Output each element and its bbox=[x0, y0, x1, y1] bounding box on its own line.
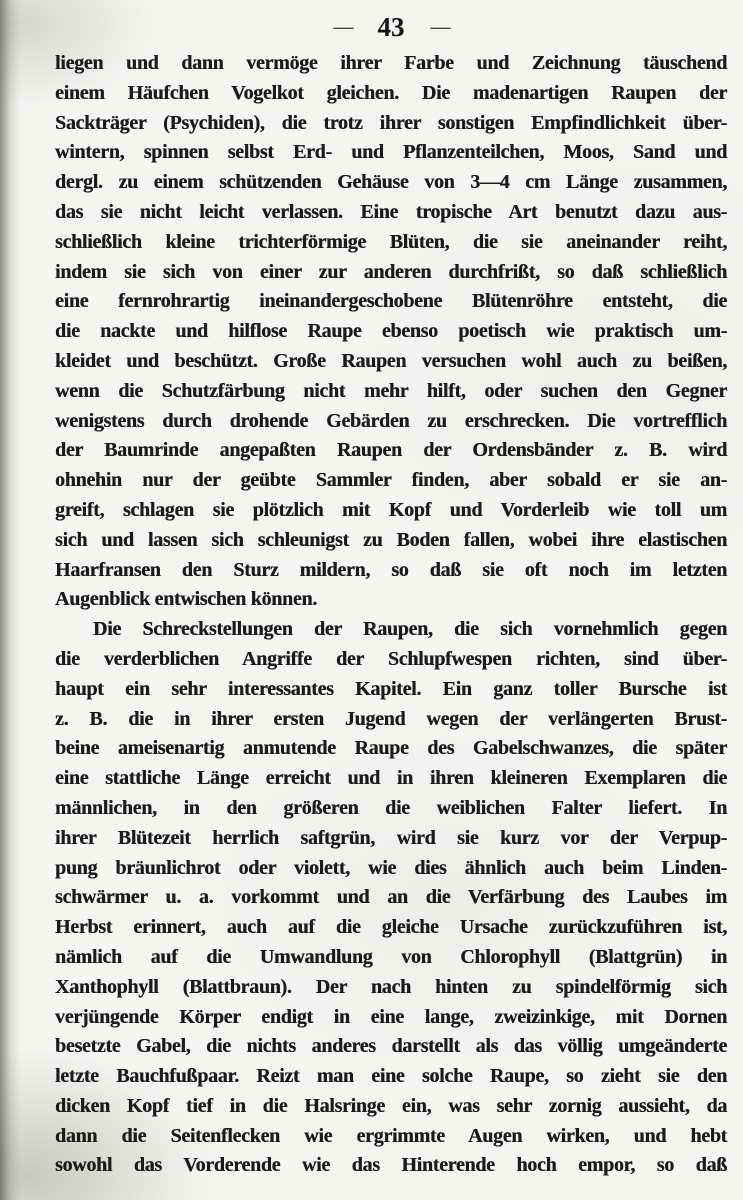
text-line: schließlich kleine trichterförmige Blüten, die sie aneinander reiht, bbox=[55, 230, 727, 253]
text-line: männlichen, in den größeren die weiblichen Falter liefert. In bbox=[55, 796, 727, 819]
text-line: greift, schlagen sie plötzlich mit Kopf und Vorderleib wie toll um bbox=[55, 498, 727, 521]
text-line: Die Schreckstellungen der Raupen, die sich vornehmlich gegen bbox=[93, 618, 727, 641]
text-line: Herbst erinnert, auch auf die gleiche Ursache zurückzuführen ist, bbox=[55, 916, 727, 939]
header-dash-left: — bbox=[333, 16, 352, 38]
text-line: Xanthophyll (Blattbraun). Der nach hinten zu spindelförmig sich bbox=[55, 975, 727, 998]
page-text bbox=[55, 49, 727, 1181]
text-line: einem Häufchen Vogelkot gleichen. Die madenartigen Raupen der bbox=[55, 81, 727, 104]
text-line: dergl. zu einem schützenden Gehäuse von 3—4 cm Länge zusammen, bbox=[55, 171, 727, 194]
text-line: Haarfransen den Sturz mildern, so daß sie oft noch im letzten bbox=[55, 558, 727, 581]
text-line: sowohl das Vorderende wie das Hinterende hoch empor, so daß bbox=[55, 1154, 727, 1177]
text-line: kleidet und beschützt. Große Raupen versuchen wohl auch zu beißen, bbox=[55, 349, 727, 372]
gutter-shadow bbox=[0, 0, 20, 1200]
text-line: wenn die Schutzfärbung nicht mehr hilft, oder suchen den Gegner bbox=[55, 379, 727, 402]
text-line: z. B. die in ihrer ersten Jugend wegen der verlängerten Brust- bbox=[55, 707, 727, 730]
text-line: eine stattliche Länge erreicht und in ihren kleineren Exemplaren die bbox=[55, 767, 727, 790]
text-line: beine ameisenartig anmutende Raupe des Gabelschwanzes, die später bbox=[55, 737, 727, 760]
text-line: liegen und dann vermöge ihrer Farbe und Zeichnung täuschend bbox=[55, 52, 727, 74]
text-line: wenigstens durch drohende Gebärden zu erschrecken. Die vortrefflich bbox=[55, 409, 727, 432]
text-line: dicken Kopf tief in die Halsringe ein, was sehr zornig aussieht, da bbox=[55, 1094, 727, 1117]
text-line: Augenblick entwischen können. bbox=[55, 588, 317, 611]
header-dash-right: — bbox=[430, 16, 449, 38]
text-line: haupt ein sehr interessantes Kapitel. Ein ganz toller Bursche ist bbox=[55, 677, 727, 700]
text-line: ohnehin nur der geübte Sammler finden, aber sobald er sie an- bbox=[55, 469, 727, 492]
text-line: wintern, spinnen selbst Erd- und Pflanzenteilchen, Moos, Sand und bbox=[55, 141, 727, 164]
text-line: indem sie sich von einer zur anderen durchfrißt, so daß schließlich bbox=[55, 260, 727, 283]
text-line: letzte Bauchfußpaar. Reizt man eine solche Raupe, so zieht sie den bbox=[55, 1065, 727, 1088]
text-line: nämlich auf die Umwandlung von Chlorophyll (Blattgrün) in bbox=[55, 945, 727, 968]
page-header bbox=[55, 12, 727, 43]
text-line: die verderblichen Angriffe der Schlupfwespen richten, sind über- bbox=[55, 647, 727, 670]
text-line: besetzte Gabel, die nichts anderes darstellt als das völlig umgeänderte bbox=[55, 1035, 727, 1058]
text-line: verjüngende Körper endigt in eine lange, zweizinkige, mit Dornen bbox=[55, 1005, 727, 1028]
text-line: ihrer Blütezeit herrlich saftgrün, wird sie kurz vor der Verpup- bbox=[55, 826, 727, 849]
text-line: pung bräunlichrot oder violett, wie dies ähnlich auch beim Linden- bbox=[55, 856, 727, 879]
page-number: 43 bbox=[377, 12, 405, 42]
text-line: das sie nicht leicht verlassen. Eine tropische Art benutzt dazu aus- bbox=[55, 200, 727, 223]
text-line: der Baumrinde angepaßten Raupen der Ordensbänder z. B. wird bbox=[55, 439, 727, 462]
text-line: die nackte und hilflose Raupe ebenso poetisch wie praktisch um- bbox=[55, 320, 727, 343]
text-line: dann die Seitenflecken wie ergrimmte Augen wirken, und hebt bbox=[55, 1124, 727, 1147]
text-line: eine fernrohrartig ineinandergeschobene Blütenröhre entsteht, die bbox=[55, 290, 727, 313]
text-line: Sackträger (Psychiden), die trotz ihrer sonstigen Empfindlichkeit über- bbox=[55, 111, 727, 134]
text-line: schwärmer u. a. vorkommt und an die Verfärbung des Laubes im bbox=[55, 886, 727, 909]
text-line: sich und lassen sich schleunigst zu Boden fallen, wobei ihre elastischen bbox=[55, 528, 727, 551]
